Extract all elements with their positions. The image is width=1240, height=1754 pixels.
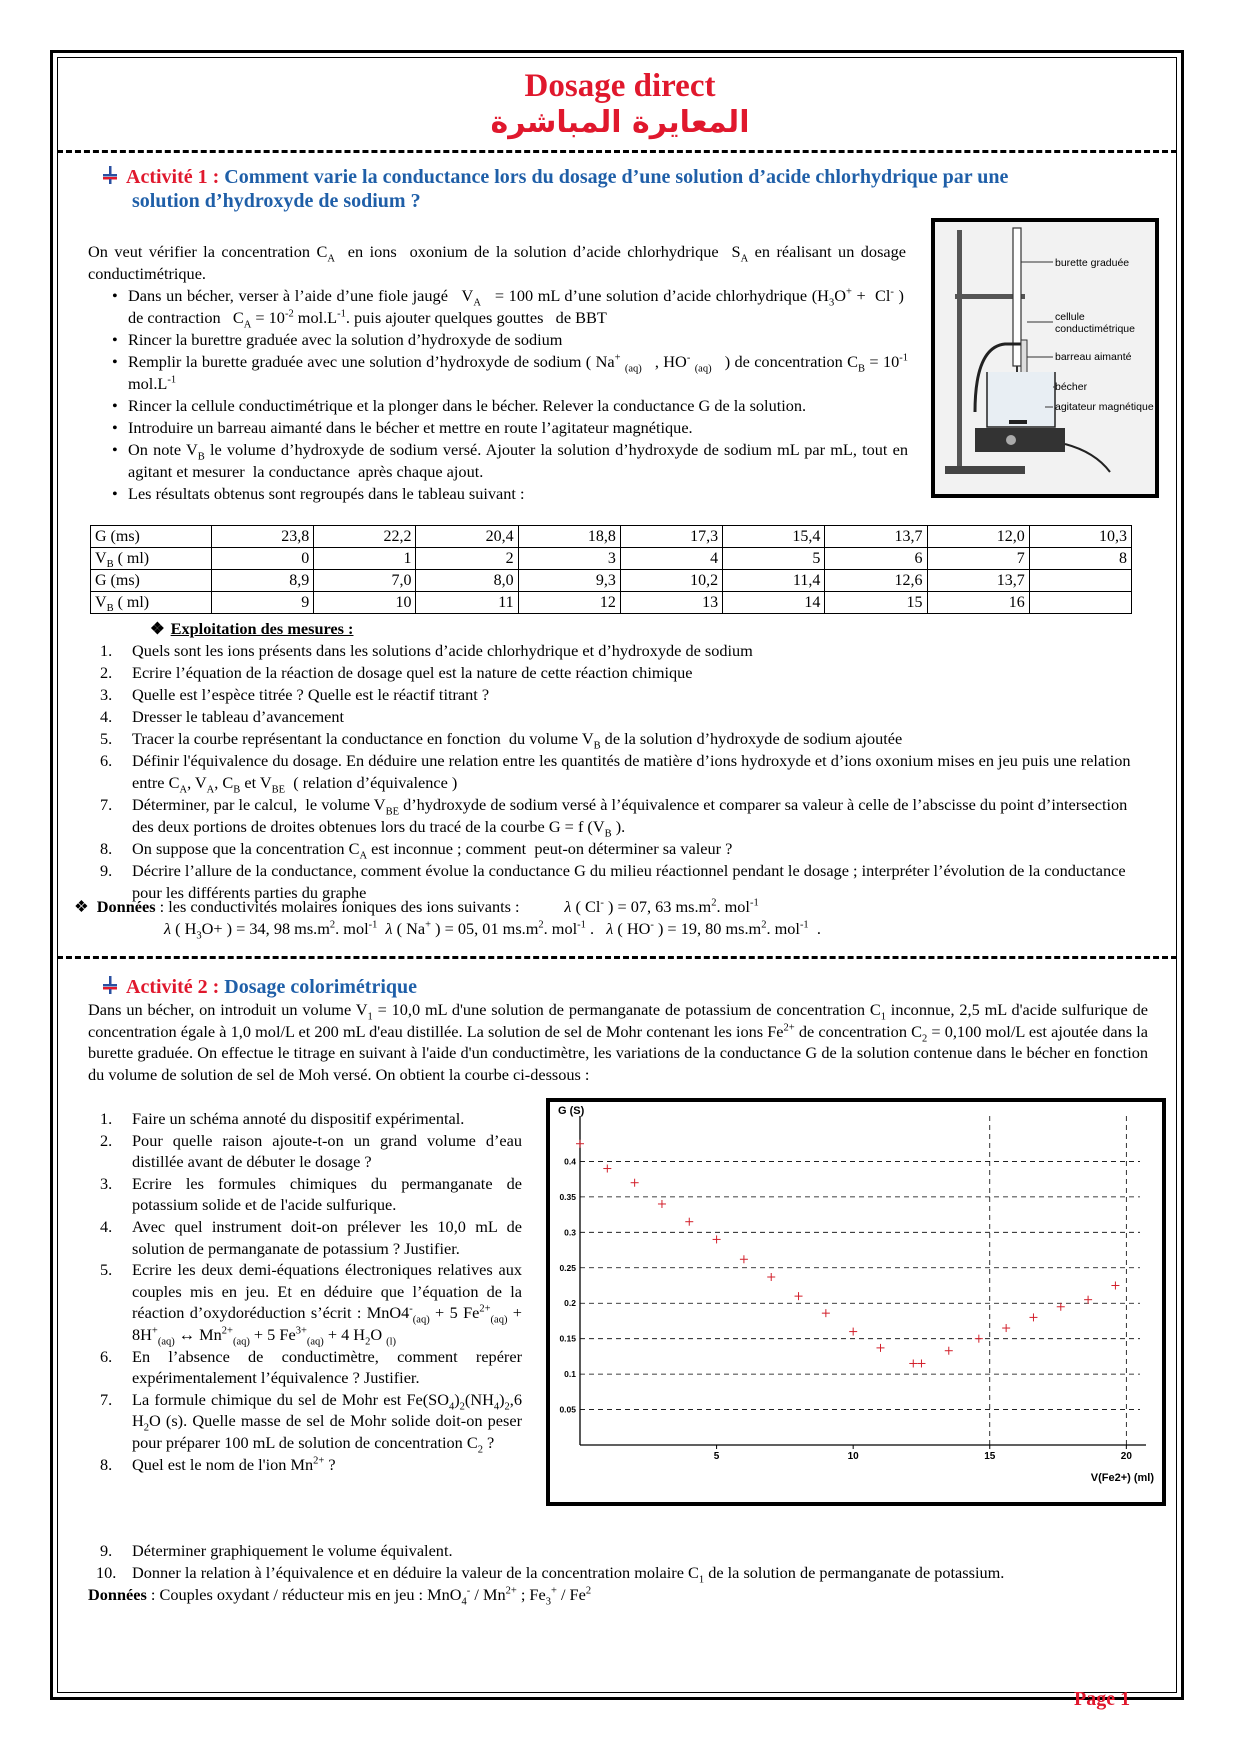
list-item: 9. Décrire l’allure de la conductance, comment évolue la conductance G du milieu réactionnel pendant le dosage ; interpréter l’évolution de la conductance pour les différents parties du graphe	[100, 861, 1126, 902]
data-point	[945, 1347, 953, 1355]
list-item: • Les résultats obtenus sont regroupés dans le tableau suivant :	[100, 483, 908, 505]
list-item: 7. La formule chimique du sel de Mohr est $Fe(SO_4)_2(NH_4)_2,6$ $H_2O$ (s). Quelle masse de sel de Mohr solide doit-on peser pour préparer 100 mL de solution de concentration $C_2$ ?	[100, 1389, 522, 1456]
data-point	[1084, 1296, 1092, 1304]
y-tick-label: 0.4	[564, 1156, 576, 1167]
diamond-bullet-icon: ❖	[74, 897, 89, 916]
apparatus-drawing	[935, 222, 1155, 494]
y-tick-label: 0.1	[564, 1369, 576, 1380]
y-tick-label: 0.25	[559, 1262, 576, 1273]
activity1-label: Activité 1 :	[126, 166, 220, 188]
list-item: • Remplir la burette graduée avec une solution d’hydroxyde de sodium ( Na+ $_{(aq)}$ , HO- $_{(aq)}$ ) de concentration $C_B = 10^{-1}$ $mol.L^{-1}$	[100, 351, 908, 395]
cell-label-2: conductimétrique	[1055, 323, 1135, 335]
list-item: 7. Déterminer, par le calcul, le volume $V_{BE}$ d’hydroxyde de sodium versé à l’équivalence et comparer sa valeur à celle de l’abscisse du point d’intersection des deux portions de droites obtenues lors du tracé de la courbe G = f ($V_B$ ).	[100, 795, 1128, 840]
data-point	[909, 1359, 917, 1367]
pin-bullet-icon	[100, 165, 120, 185]
activity2-heading: Dosage colorimétrique	[224, 976, 418, 998]
y-axis-label: G (S)	[558, 1105, 585, 1117]
burette-label: burette graduée	[1055, 257, 1130, 269]
list-item: 10. Donner la relation à l’équivalence et en déduire la valeur de la concentration molaire $C_1$ de la solution de permanganate de potassium.	[96, 1563, 1005, 1586]
exploitation-title: ❖ Exploitation des mesures :	[150, 619, 354, 638]
data-point	[1057, 1303, 1065, 1311]
data-point	[740, 1255, 748, 1263]
y-tick-label: 0.3	[564, 1227, 576, 1238]
data-point	[767, 1273, 775, 1281]
table-row: G (ms) 23,8 22,2 20,4 18,8 17,3 15,4 13,7 12,0 10,3	[91, 526, 1132, 548]
magnet-label: barreau aimanté	[1055, 351, 1132, 363]
y-tick-label: 0.15	[559, 1333, 576, 1344]
results-table	[90, 525, 1132, 614]
activity1-title	[100, 165, 1160, 190]
apparatus-figure	[931, 218, 1159, 498]
page-number: Page 1	[1074, 1688, 1131, 1710]
activity2-intro: Dans un bécher, on introduit un volume $V_1 = 10,0$ mL d'une solution de permanganate de potassium de concentration $C_1$ inconnue, 2,5 mL d'acide sulfurique de concentration égale à 1,0 mol/L et 200 mL d'eau distillée. La solution de sel de Mohr contenant les ions $Fe^{2+}$ de concentration $C_2 = 0,100$ mol/L est ajoutée dans la burette graduée. On effectue le titrage en suivant à l'aide d'un conductimètre, les variations de la conductance G de la solution contenue dans le bécher en fonction du volume de solution de sel de Moh versé. On obtient la courbe ci-dessous :	[88, 1000, 1148, 1084]
activity1-data: ❖ Données : les conductivités molaires ioniques des ions suivants : λ ( Cl- ) = 07, 63 $ms.m^2$. mol$^{-1}$ λ ( $H_3O+$ ) = 34, 98 $ms.m^2$. mol$^{-1}$ λ ( Na+ ) = 05, 01 $ms.m^2$. mol$^{-1}$ . λ ( HO- ) = 19, 80 $ms.m^2$. mol$^{-1}$ .	[74, 897, 821, 942]
data-point	[876, 1344, 884, 1352]
list-item: • Introduire un barreau aimanté dans le bécher et mettre en route l’agitateur magnétique.	[100, 417, 908, 439]
data-point	[917, 1359, 925, 1367]
list-item: 8. On suppose que la concentration $C_A$ est inconnue ; comment peut-on déterminer sa valeur ?	[100, 839, 733, 862]
stirrer-label: agitateur magnétique	[1055, 401, 1154, 413]
conductance-graph	[546, 1098, 1166, 1506]
pin-bullet-icon	[100, 975, 120, 995]
activity1-question-line1: Comment varie la conductance lors du dosage d’une solution d’acide chlorhydrique par une	[224, 166, 1009, 188]
list-item: 2. Pour quelle raison ajoute-t-on un grand volume d’eau distillée avant de débuter le dosage ?	[100, 1130, 522, 1172]
list-item: • Rincer la burettre graduée avec la solution d’hydroxyde de sodium	[100, 329, 908, 351]
dashed-separator	[57, 956, 1177, 959]
data-point	[713, 1235, 721, 1243]
list-item: • Dans un bécher, verser à l’aide d’une fiole jaugé $V_A = 100$ mL d’une solution d’acide chlorhydrique ($H_3O^+ + Cl^-$ ) de contraction $C_A = 10^{-2}$ $mol.L^{-1}$. puis ajouter quelques gouttes de BBT	[100, 285, 908, 329]
list-item: 5. Tracer la courbe représentant la conductance en fonction du volume $V_B$ de la solution d’hydroxyde de sodium ajoutée	[100, 729, 903, 752]
table-row: $V_B$ ( ml) 0 1 2 3 4 5 6 7 8	[91, 548, 1132, 570]
data-point	[849, 1328, 857, 1336]
data-point	[576, 1140, 584, 1148]
list-item: 6. En l’absence de conductimètre, comment repérer expérimentalement l’équivalence ? Justifier.	[100, 1346, 522, 1388]
list-item: 5. Ecrire les deux demi-équations électroniques relatives aux couples mis en jeu. Et en déduire que l’équation de la réaction d’oxydoréduction s’écrit : $MnO4^-_{(aq)} + 5$ $Fe^{2+}_{(aq)} + 8H^+_{(aq)}$ ↔ $Mn^{2+}_{(aq)} + 5$ $Fe^{3+}_{(aq)} + 4$ $H_2O$ $_{(l)}$	[100, 1260, 522, 1348]
activity2-data: Données : Couples oxydant / réducteur mis en jeu : $MnO_4^- / Mn^{2+}$ ; $Fe_3^+ / Fe^2$	[88, 1585, 592, 1608]
data-point	[603, 1165, 611, 1173]
data-point	[1111, 1282, 1119, 1290]
x-tick-label: 15	[984, 1451, 996, 1462]
activity2-title	[100, 975, 1160, 1000]
data-point	[685, 1218, 693, 1226]
data-point	[658, 1200, 666, 1208]
activity2-label: Activité 2 :	[126, 976, 220, 998]
list-item: 8. Quel est le nom de l'ion $Mn^{2+}$ ?	[100, 1454, 336, 1474]
table-row: $V_B$ ( ml) 9 10 11 12 13 14 15 16	[91, 592, 1132, 614]
activity2-questions	[88, 1108, 522, 1475]
beaker-label: bécher	[1055, 381, 1088, 393]
diamond-bullet-icon: ❖	[150, 619, 165, 638]
data-point	[822, 1309, 830, 1317]
chart-svg	[550, 1102, 1162, 1502]
x-tick-label: 20	[1120, 1451, 1132, 1462]
y-tick-label: 0.05	[559, 1404, 576, 1415]
data-point	[1029, 1313, 1037, 1321]
y-tick-label: 0.35	[559, 1191, 576, 1202]
data-point	[1002, 1324, 1010, 1332]
y-tick-label: 0.2	[564, 1298, 576, 1309]
list-item: 3. Ecrire les formules chimiques du permanganate de potassium solide et de l'acide sulfurique.	[100, 1173, 522, 1215]
data-point	[975, 1335, 983, 1343]
list-item: 3. Quelle est l’espèce titrée ? Quelle est le réactif titrant ?	[100, 685, 490, 704]
activity1-question-line2: solution d’hydroxyde de sodium ?	[132, 190, 421, 212]
data-point	[795, 1292, 803, 1300]
activity1-questions	[88, 640, 1148, 904]
page-title-arabic: المعايرة المباشرة	[490, 105, 750, 140]
page-title: Dosage direct	[524, 68, 716, 104]
dashed-separator	[57, 150, 1177, 153]
x-axis-label: V(Fe2+) (ml)	[1090, 1472, 1154, 1484]
list-item: • On note $V_B$ le volume d’hydroxyde de sodium versé. Ajouter la solution d’hydroxyde de sodium mL par mL, tout en agitant et mesurer la conductance après chaque ajout.	[100, 439, 908, 483]
table-row: G (ms) 8,9 7,0 8,0 9,3 10,2 11,4 12,6 13,7	[91, 570, 1132, 592]
list-item: • Rincer la cellule conductimétrique et la plonger dans le bécher. Relever la conductance G de la solution.	[100, 395, 908, 417]
data-point	[631, 1179, 639, 1187]
list-item: 1. Faire un schéma annoté du dispositif expérimental.	[100, 1109, 465, 1128]
list-item: 6. Définir l'équivalence du dosage. En déduire une relation entre les quantités de matière d’ions hydroxyde et d’ions oxonium mises en jeu puis une relation entre $C_A$, $V_A$, $C_B$ et $V_{BE}$ ( relation d’équivalence )	[100, 751, 1131, 796]
list-item: 4. Dresser le tableau d’avancement	[100, 707, 344, 726]
activity1-intro: On veut vérifier la concentration $C_A$ en ions oxonium de la solution d’acide chlorhydrique $S_A$ en réalisant un dosage conductimétrique.	[88, 242, 906, 283]
activity1-procedure	[100, 285, 908, 505]
activity2-questions-end	[88, 1540, 1168, 1584]
x-tick-label: 5	[713, 1451, 720, 1462]
list-item: 4. Avec quel instrument doit-on prélever les 10,0 mL de solution de permanganate de potassium ? Justifier.	[100, 1216, 522, 1258]
activity1-title-line2	[132, 189, 1192, 214]
cell-label: cellule	[1055, 311, 1085, 323]
list-item: 9. Déterminer graphiquement le volume équivalent.	[100, 1541, 453, 1560]
x-tick-label: 10	[847, 1451, 859, 1462]
list-item: 2. Ecrire l’équation de la réaction de dosage quel est la nature de cette réaction chimique	[100, 663, 693, 682]
list-item: 1. Quels sont les ions présents dans les solutions d’acide chlorhydrique et d’hydroxyde de sodium	[100, 641, 753, 660]
